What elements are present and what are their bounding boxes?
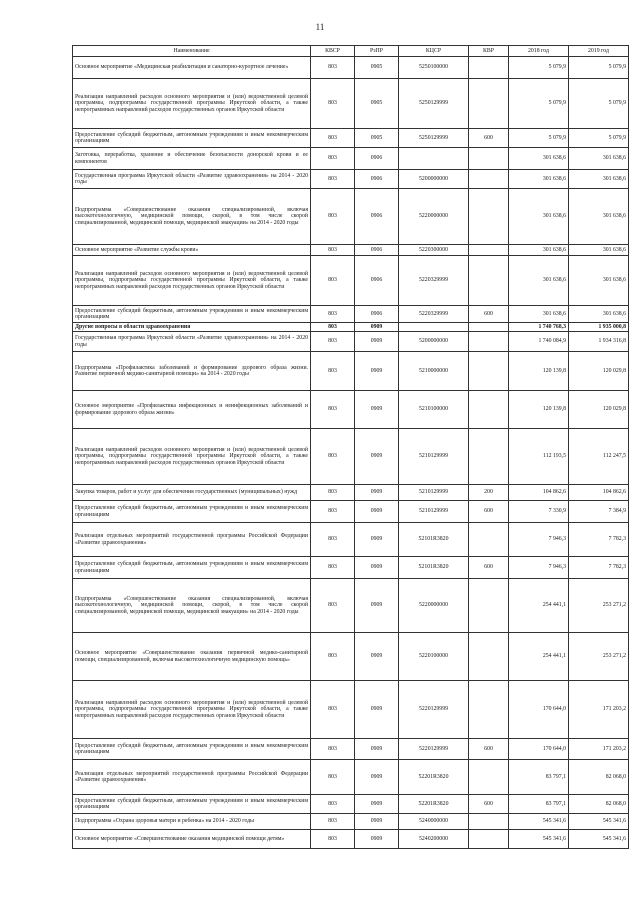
cell-kvsr: 803 [311,485,355,501]
cell-rzpr: 0906 [355,245,399,256]
cell-kvsr: 803 [311,57,355,79]
cell-kvr [469,245,509,256]
table-row [73,306,629,323]
cell-y2019: 253 271,2 [569,579,629,633]
cell-rzpr: 0909 [355,633,399,681]
header-2018: 2018 год [509,46,569,57]
cell-kvsr: 803 [311,129,355,148]
table-row [73,485,629,501]
cell-kvr: 600 [469,306,509,323]
cell-y2018: 83 797,1 [509,760,569,795]
cell-kcsr: 5220329999 [399,256,469,306]
cell-kvr [469,148,509,170]
cell-y2018: 301 638,6 [509,148,569,170]
cell-kcsr: 52101R3820 [399,557,469,579]
header-kvr: КВР [469,46,509,57]
table-row [73,760,629,795]
cell-kvsr: 803 [311,352,355,391]
cell-rzpr: 0909 [355,501,399,523]
cell-kvr [469,633,509,681]
page-number: 11 [315,22,325,32]
cell-kcsr [399,323,469,332]
cell-kcsr: 5210129999 [399,485,469,501]
table-header-row [73,46,629,57]
table-row [73,245,629,256]
cell-y2019: 171 203,2 [569,739,629,760]
cell-rzpr: 0909 [355,760,399,795]
cell-kcsr: 52101R3820 [399,523,469,557]
cell-y2019: 301 638,6 [569,189,629,245]
header-kvsr: КВСР [311,46,355,57]
cell-kvr [469,830,509,849]
cell-y2018: 5 079,9 [509,79,569,129]
cell-kcsr: 5220129999 [399,681,469,739]
cell-name: Предоставление субсидий бюджетным, автономным учреждениям и иным некоммерческим организациям [73,306,311,323]
cell-y2018: 254 441,1 [509,579,569,633]
table-row [73,129,629,148]
cell-rzpr: 0905 [355,129,399,148]
cell-y2018: 1 740 768,3 [509,323,569,332]
cell-y2018: 7 946,3 [509,523,569,557]
cell-kcsr: 5220000000 [399,189,469,245]
budget-table [72,45,629,849]
cell-kvr [469,760,509,795]
cell-y2019: 5 079,9 [569,79,629,129]
cell-kvsr: 803 [311,523,355,557]
cell-kvr: 600 [469,739,509,760]
cell-kcsr: 5240000000 [399,814,469,830]
cell-y2018: 104 862,6 [509,485,569,501]
table-row [73,352,629,391]
cell-y2018: 5 079,9 [509,57,569,79]
cell-name: Предоставление субсидий бюджетным, автономным учреждениям и иным некоммерческим организациям [73,557,311,579]
cell-y2018: 301 638,6 [509,256,569,306]
cell-rzpr: 0909 [355,795,399,814]
cell-kvsr: 803 [311,391,355,429]
cell-rzpr: 0906 [355,148,399,170]
cell-kvsr: 803 [311,306,355,323]
cell-kvr [469,79,509,129]
table-row [73,332,629,352]
cell-kvr [469,323,509,332]
cell-y2018: 301 638,6 [509,170,569,189]
header-kcsr: КЦСР [399,46,469,57]
table-row [73,323,629,332]
cell-y2019: 120 029,8 [569,352,629,391]
cell-rzpr: 0909 [355,352,399,391]
cell-y2018: 301 638,6 [509,189,569,245]
table-row [73,148,629,170]
cell-kcsr: 5210100000 [399,391,469,429]
cell-y2019: 301 638,6 [569,245,629,256]
cell-y2019: 7 782,3 [569,523,629,557]
table-row [73,429,629,485]
cell-name: Основное мероприятие «Совершенствование оказания первичной медико-санитарной помощи, специализированной, включая высокотехнологичную медицинскую помощь» [73,633,311,681]
cell-y2019: 112 247,5 [569,429,629,485]
cell-rzpr: 0909 [355,814,399,830]
cell-name: Предоставление субсидий бюджетным, автономным учреждениям и иным некоммерческим организациям [73,795,311,814]
cell-name: Реализация направлений расходов основного мероприятия и (или) ведомственной целевой программы, подпрограммы государственной программы Иркутской области, а также непрограммных направлений расходов государственных органов Иркутской области [73,681,311,739]
cell-y2019: 1 934 316,8 [569,332,629,352]
cell-kvr [469,57,509,79]
cell-name: Основное мероприятие «Развитие службы крови» [73,245,311,256]
table-row [73,633,629,681]
cell-kvsr: 803 [311,501,355,523]
cell-y2018: 170 644,0 [509,681,569,739]
cell-kvsr: 803 [311,579,355,633]
cell-kvr: 600 [469,129,509,148]
table-row [73,795,629,814]
table-row [73,170,629,189]
table-row [73,739,629,760]
cell-rzpr: 0909 [355,323,399,332]
cell-y2018: 120 139,8 [509,352,569,391]
cell-kcsr [399,148,469,170]
cell-kvr [469,391,509,429]
cell-name: Предоставление субсидий бюджетным, автономным учреждениям и иным некоммерческим организациям [73,739,311,760]
cell-kvsr: 803 [311,170,355,189]
cell-kvsr: 803 [311,760,355,795]
table-row [73,391,629,429]
cell-kcsr: 5210129999 [399,501,469,523]
cell-kvr [469,352,509,391]
cell-rzpr: 0909 [355,523,399,557]
cell-rzpr: 0909 [355,557,399,579]
table-row [73,523,629,557]
cell-name: Предоставление субсидий бюджетным, автономным учреждениям и иным некоммерческим организациям [73,129,311,148]
cell-rzpr: 0909 [355,485,399,501]
cell-name: Реализация отдельных мероприятий государственной программы Российской Федерации «Развитие здравоохранения» [73,760,311,795]
header-2019: 2019 год [569,46,629,57]
cell-name: Подпрограмма «Совершенствование оказания специализированной, включая высокотехнологичную, медицинской помощи, скорой, в том числе скорой специализированной, медицинской помощи, медицинской эвакуации» на 2014 - 2020 годы [73,189,311,245]
cell-kcsr: 5250129999 [399,79,469,129]
cell-kvsr: 803 [311,79,355,129]
cell-y2019: 253 271,2 [569,633,629,681]
table-row [73,501,629,523]
cell-rzpr: 0909 [355,429,399,485]
cell-name: Закупка товаров, работ и услуг для обеспечения государственных (муниципальных) нужд [73,485,311,501]
cell-kcsr: 5220329999 [399,306,469,323]
cell-name: Предоставление субсидий бюджетным, автономным учреждениям и иным некоммерческим организациям [73,501,311,523]
cell-name: Реализация направлений расходов основного мероприятия и (или) ведомственной целевой программы, подпрограммы государственной программы Иркутской области, а также непрограммных направлений расходов государственных органов Иркутской области [73,79,311,129]
cell-rzpr: 0909 [355,739,399,760]
cell-kcsr: 5210129999 [399,429,469,485]
cell-kvsr: 803 [311,245,355,256]
cell-name: Основное мероприятие «Профилактика инфекционных и неинфекционных заболеваний и формирование здорового образа жизни» [73,391,311,429]
cell-rzpr: 0906 [355,189,399,245]
cell-kvr [469,681,509,739]
cell-y2019: 301 638,6 [569,170,629,189]
table-row [73,79,629,129]
cell-kcsr: 5220129999 [399,739,469,760]
cell-y2018: 83 797,1 [509,795,569,814]
cell-kvsr: 803 [311,332,355,352]
cell-name: Подпрограмма «Совершенствование оказания специализированной, включая высокотехнологичную, медицинской помощи, скорой, в том числе скорой специализированной, медицинской помощи, медицинской эвакуации» на 2014 - 2020 годы [73,579,311,633]
cell-y2018: 170 644,0 [509,739,569,760]
cell-y2018: 5 079,9 [509,129,569,148]
cell-kvr [469,814,509,830]
cell-y2019: 104 862,6 [569,485,629,501]
cell-rzpr: 0909 [355,579,399,633]
cell-rzpr: 0906 [355,170,399,189]
cell-kvsr: 803 [311,256,355,306]
cell-y2019: 82 068,0 [569,760,629,795]
cell-y2019: 7 384,9 [569,501,629,523]
cell-y2019: 120 029,8 [569,391,629,429]
table-row [73,189,629,245]
cell-y2019: 545 341,6 [569,814,629,830]
cell-kvsr: 803 [311,814,355,830]
cell-y2018: 545 341,6 [509,830,569,849]
table-row [73,557,629,579]
cell-y2018: 7 946,3 [509,557,569,579]
cell-y2019: 301 638,6 [569,256,629,306]
cell-kvr [469,332,509,352]
cell-y2019: 5 079,9 [569,57,629,79]
cell-kvr [469,256,509,306]
cell-kvr: 600 [469,557,509,579]
cell-name: Основное мероприятие «Совершенствование оказания медицинской помощи детям» [73,830,311,849]
cell-kvr [469,579,509,633]
cell-y2018: 112 193,5 [509,429,569,485]
cell-name: Государственная программа Иркутской области «Развитие здравоохранения» на 2014 - 2020 годы [73,170,311,189]
cell-kvsr: 803 [311,323,355,332]
cell-name: Другие вопросы в области здравоохранения [73,323,311,332]
table-row [73,579,629,633]
cell-rzpr: 0909 [355,332,399,352]
cell-name: Государственная программа Иркутской области «Развитие здравоохранения» на 2014 - 2020 годы [73,332,311,352]
cell-kcsr: 5240200000 [399,830,469,849]
cell-kvsr: 803 [311,795,355,814]
cell-kcsr: 5210000000 [399,352,469,391]
cell-y2019: 301 638,6 [569,148,629,170]
cell-kcsr: 5220100000 [399,633,469,681]
cell-y2019: 82 068,0 [569,795,629,814]
cell-y2019: 7 782,3 [569,557,629,579]
cell-kvr [469,170,509,189]
cell-kvsr: 803 [311,429,355,485]
cell-kvsr: 803 [311,681,355,739]
cell-name: Подпрограмма «Охрана здоровья матери и ребенка» на 2014 - 2020 годы [73,814,311,830]
cell-rzpr: 0909 [355,830,399,849]
cell-kvsr: 803 [311,189,355,245]
cell-kcsr: 5220000000 [399,579,469,633]
cell-rzpr: 0909 [355,681,399,739]
cell-rzpr: 0905 [355,57,399,79]
cell-kvsr: 803 [311,557,355,579]
cell-kvr: 200 [469,485,509,501]
table-row [73,57,629,79]
table-row [73,830,629,849]
cell-rzpr: 0906 [355,256,399,306]
cell-kvr [469,189,509,245]
cell-y2018: 301 638,6 [509,245,569,256]
cell-rzpr: 0905 [355,79,399,129]
cell-y2019: 171 203,2 [569,681,629,739]
cell-kvsr: 803 [311,633,355,681]
cell-kvsr: 803 [311,830,355,849]
cell-y2018: 1 740 084,9 [509,332,569,352]
cell-y2019: 1 935 000,8 [569,323,629,332]
cell-name: Основное мероприятие «Медицинская реабилитация и санаторно-курортное лечение» [73,57,311,79]
cell-rzpr: 0906 [355,306,399,323]
cell-kvr: 600 [469,795,509,814]
cell-y2019: 301 638,6 [569,306,629,323]
cell-rzpr: 0909 [355,391,399,429]
cell-y2018: 301 638,6 [509,306,569,323]
cell-kvr [469,523,509,557]
cell-kcsr: 5250100000 [399,57,469,79]
cell-kcsr: 5200000000 [399,332,469,352]
cell-y2018: 545 341,6 [509,814,569,830]
cell-name: Реализация направлений расходов основного мероприятия и (или) ведомственной целевой программы, подпрограммы государственной программы Иркутской области, а также непрограммных направлений расходов государственных органов Иркутской области [73,429,311,485]
table-row [73,256,629,306]
cell-kvr [469,429,509,485]
cell-kvsr: 803 [311,148,355,170]
cell-y2019: 5 079,9 [569,129,629,148]
cell-y2019: 545 341,6 [569,830,629,849]
cell-kcsr: 5200000000 [399,170,469,189]
cell-y2018: 7 330,9 [509,501,569,523]
cell-kvsr: 803 [311,739,355,760]
cell-kvr: 600 [469,501,509,523]
cell-kcsr: 52201R3820 [399,760,469,795]
cell-kcsr: 52201R3820 [399,795,469,814]
cell-name: Подпрограмма «Профилактика заболеваний и формирование здорового образа жизни. Развитие первичной медико-санитарной помощи» на 2014 - 2020 годы [73,352,311,391]
cell-name: Реализация отдельных мероприятий государственной программы Российской Федерации «Развитие здравоохранения» [73,523,311,557]
header-name: Наименование [73,46,311,57]
table-row [73,681,629,739]
cell-name: Реализация направлений расходов основного мероприятия и (или) ведомственной целевой программы, подпрограммы государственной программы Иркутской области, а также непрограммных направлений расходов государственных органов Иркутской области [73,256,311,306]
table-row [73,814,629,830]
cell-y2018: 120 139,8 [509,391,569,429]
cell-kcsr: 5220300000 [399,245,469,256]
header-rzpr: РзПР [355,46,399,57]
cell-y2018: 254 441,1 [509,633,569,681]
cell-kcsr: 5250129999 [399,129,469,148]
cell-name: Заготовка, переработка, хранение и обеспечение безопасности донорской крови и ее компонентов [73,148,311,170]
